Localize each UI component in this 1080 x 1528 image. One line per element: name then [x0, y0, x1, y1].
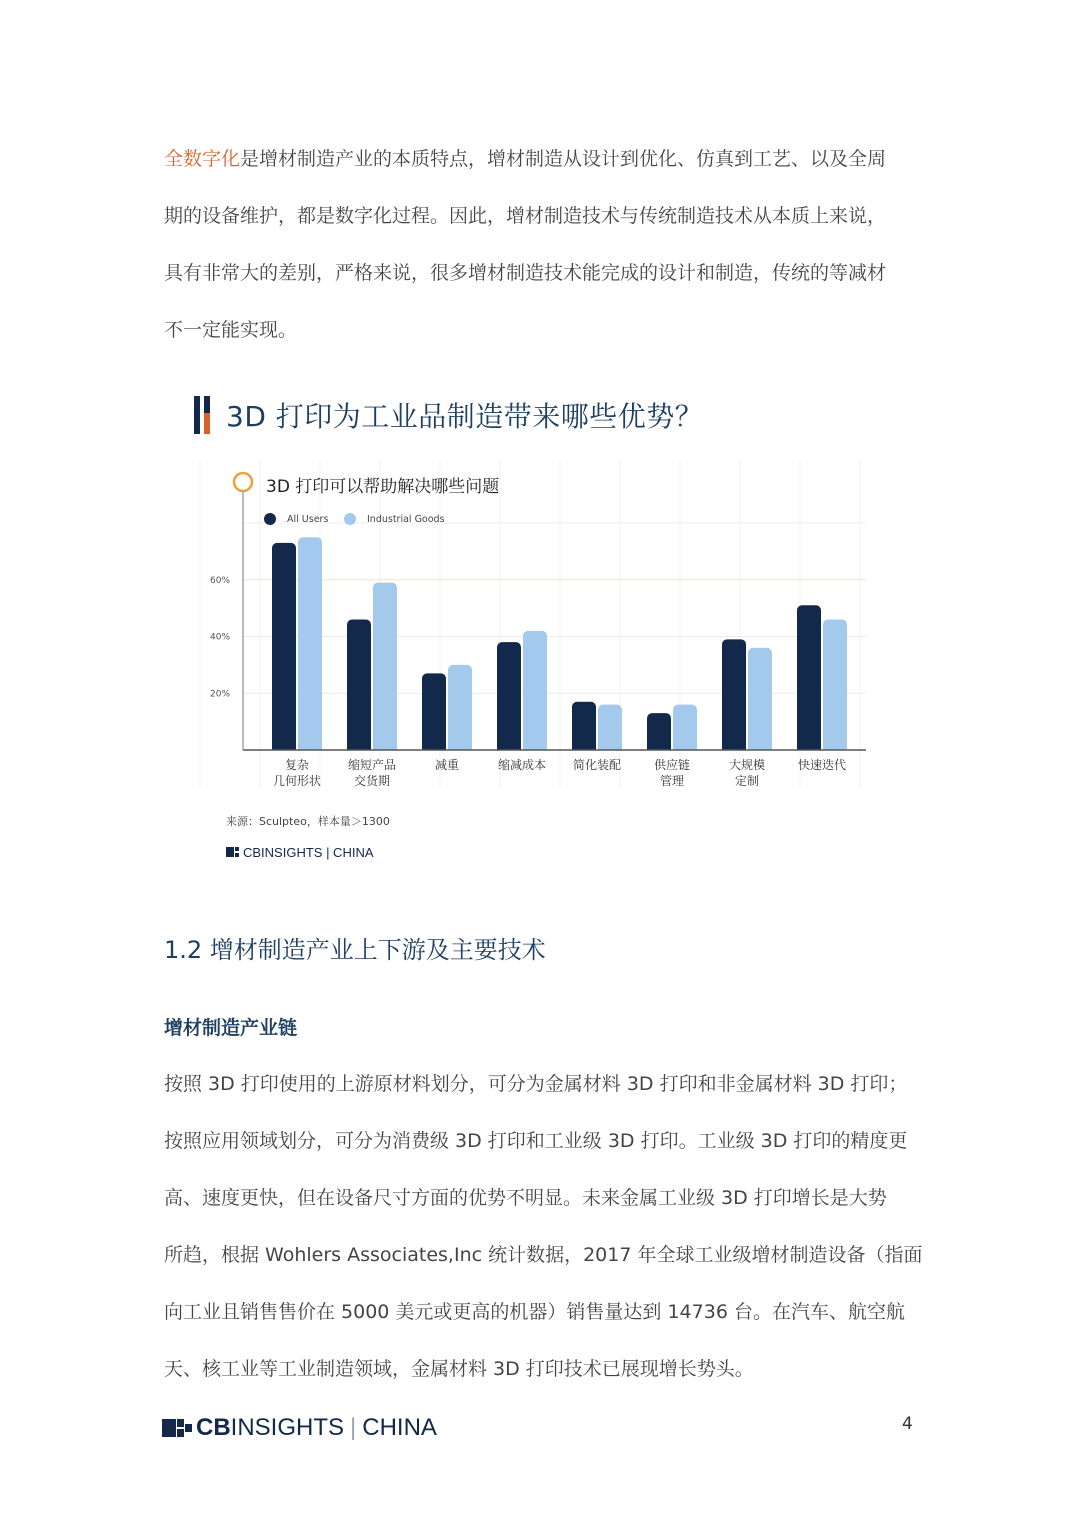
footer-logo: [162, 1410, 437, 1446]
logo-cb-text: CB: [196, 1414, 231, 1441]
chart-source: 来源：Sculpteo，样本量＞1300: [226, 815, 390, 828]
category-label: 简化装配: [572, 758, 622, 772]
bar: [448, 665, 472, 750]
bar: [298, 537, 322, 750]
bar: [797, 605, 821, 750]
category-label: 供应链: [653, 758, 691, 772]
bar: [523, 631, 547, 750]
category-label: 减重: [434, 758, 460, 772]
bar: [748, 648, 772, 750]
legend-swatch: [264, 513, 276, 525]
bar: [373, 583, 397, 750]
bar: [272, 543, 296, 750]
body-line-5: 向工业且销售售价在 5000 美元或更高的机器）销售量达到 14736 台。在汽车、航空航: [164, 1301, 905, 1323]
bar-base: [598, 744, 622, 750]
bar-chart: [190, 458, 890, 868]
bar: [722, 639, 746, 750]
chart-header: [234, 473, 499, 525]
title-ring-icon: [234, 473, 252, 491]
category-label: 定制: [734, 774, 760, 788]
bar-base: [797, 744, 821, 750]
section-title-text: 3D 打印为工业品制造带来哪些优势？: [226, 400, 704, 433]
intro-paragraph: [164, 131, 924, 359]
body-line-3: 高、速度更快，但在设备尺寸方面的优势不明显。未来金属工业级 3D 打印增长是大势: [164, 1187, 887, 1209]
logo-separator: |: [350, 1414, 357, 1441]
y-tick-label: 40%: [210, 632, 231, 643]
bar-base: [272, 744, 296, 750]
chart-logo-mark-part: [235, 847, 239, 851]
y-tick-label: 20%: [210, 689, 231, 700]
bar-base: [497, 744, 521, 750]
category-label: 管理: [659, 774, 685, 788]
legend-swatch: [344, 513, 356, 525]
chart-logo-text: CBINSIGHTS | CHINA: [243, 845, 374, 860]
body-line-1: 按照 3D 打印使用的上游原材料划分，可分为金属材料 3D 打印和非金属材料 3D 打印；: [164, 1073, 908, 1095]
category-label: 缩减成本: [497, 758, 547, 772]
intro-line-4: 不一定能实现。: [164, 319, 298, 341]
intro-line-2: 期的设备维护，都是数字化过程。因此，增材制造技术与传统制造技术从本质上来说，: [164, 205, 887, 227]
body-line-4: 所趋，根据 Wohlers Associates,Inc 统计数据，2017 年全球工业级增材制造设备（指面: [164, 1244, 923, 1266]
category-label: 交货期: [353, 774, 391, 788]
bar: [347, 619, 371, 750]
bar-base: [748, 744, 772, 750]
bar-base: [373, 744, 397, 750]
bar: [823, 619, 847, 750]
chart-logo: [226, 845, 374, 860]
bar-base: [422, 744, 446, 750]
body-paragraph: [164, 1056, 924, 1398]
bar-base: [448, 744, 472, 750]
y-tick-label: 60%: [210, 575, 231, 586]
legend-label: Industrial Goods: [367, 514, 445, 525]
bar-base: [673, 744, 697, 750]
subsection-heading: 增材制造产业链: [164, 1017, 298, 1039]
bar-base: [823, 744, 847, 750]
bar-base: [523, 744, 547, 750]
bar-base: [347, 744, 371, 750]
title-bars-icon: [194, 396, 210, 434]
logo-insights-text: INSIGHTS: [230, 1414, 345, 1441]
category-label: 复杂: [284, 758, 310, 772]
logo-china-text: CHINA: [362, 1414, 437, 1441]
bar-base: [647, 744, 671, 750]
intro-line-1: 全数字化是增材制造产业的本质特点，增材制造从设计到优化、仿真到工艺、以及全周: [164, 148, 887, 170]
category-label: 大规模: [728, 758, 766, 772]
bar: [497, 642, 521, 750]
bar-base: [572, 744, 596, 750]
chart-footer: [226, 814, 390, 860]
category-label: 缩短产品: [347, 758, 397, 772]
page-number: 4: [902, 1414, 913, 1434]
bar: [422, 673, 446, 750]
legend-label: All Users: [287, 514, 329, 525]
intro-accent-text: 全数字化: [164, 148, 241, 170]
section-heading: 1.2 增材制造产业上下游及主要技术: [164, 936, 546, 964]
intro-line-3: 具有非常大的差别，严格来说，很多增材制造技术能完成的设计和制造，传统的等减材: [164, 262, 887, 284]
bar: [673, 705, 697, 750]
category-label: 几何形状: [272, 774, 322, 788]
chart-logo-mark-part: [235, 853, 239, 857]
section-title: [194, 392, 703, 438]
bar-base: [298, 744, 322, 750]
bar: [572, 702, 596, 750]
chart-title: 3D 打印可以帮助解决哪些问题: [266, 477, 500, 497]
chart-logo-mark-icon: [226, 847, 234, 857]
bar-base: [722, 744, 746, 750]
cb-logo-mark-icon: [162, 1417, 192, 1439]
body-line-6: 天、核工业等工业制造领域，金属材料 3D 打印技术已展现增长势头。: [164, 1358, 754, 1380]
bar: [598, 705, 622, 750]
category-label: 快速迭代: [797, 758, 847, 772]
body-line-2: 按照应用领域划分，可分为消费级 3D 打印和工业级 3D 打印。工业级 3D 打印的精度更: [164, 1130, 908, 1152]
